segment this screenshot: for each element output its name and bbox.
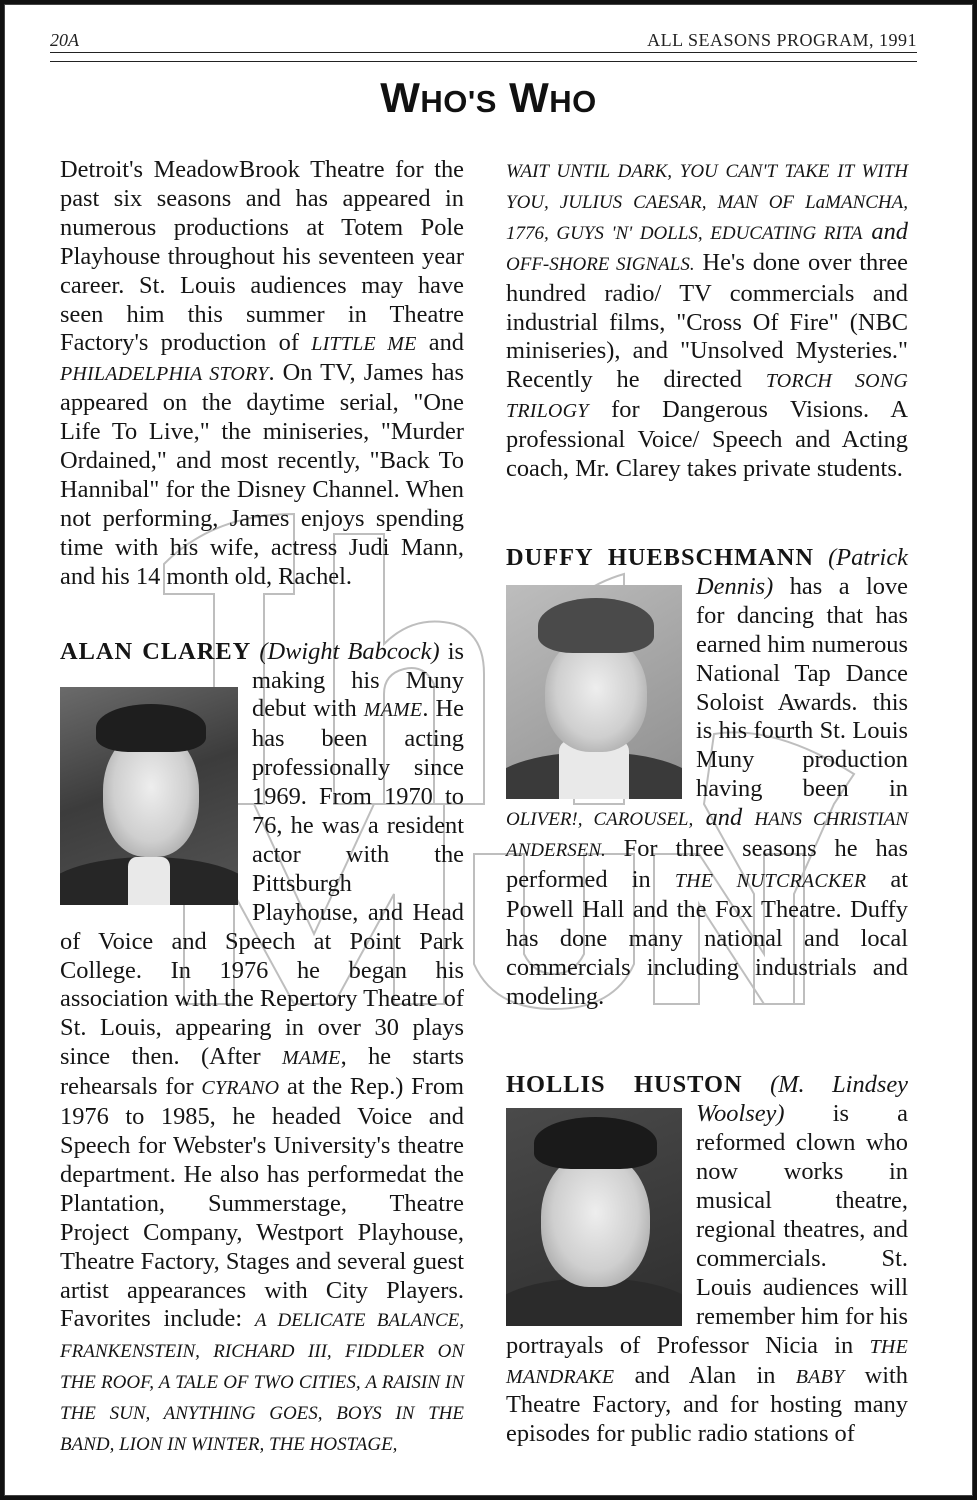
- actor-name: HOLLIS HUSTON: [506, 1071, 743, 1099]
- actor-name: DUFFY HUEBSCHMANN: [506, 543, 814, 571]
- character-role: (Dwight Babcock): [259, 637, 440, 665]
- header-rule-bottom: [50, 61, 917, 62]
- duffy-huebschmann-photo: [506, 585, 682, 799]
- header-rule-top: [50, 52, 917, 53]
- bio-hollis-huston: HOLLIS HUSTON (M. Lindsey Woolsey) is a reformed clown who now works in musical theatre, regional theatres, and commercials. St. Louis audiences will remember him for his portrayals of Professor Nicia in THE MANDRAKE and Alan in BABY with Theatre Factory, and for hosting many episodes for public radio stations of: [506, 1071, 908, 1449]
- character-role: (Patrick Dennis): [696, 543, 908, 600]
- bio-alan-clarey-continued: WAIT UNTIL DARK, YOU CAN'T TAKE IT WITH YOU, JULIUS CAESAR, MAN OF LaMANCHA, 1776, GUYS 'N' DOLLS, EDUCATING RITA and OFF-SHORE SIGNALS. He's done over three hundred radio/ TV commercials and industrial films, "Cross Of Fire" (NBC miniseries), and "Unsolved Mysteries." Recently he directed TORCH SONG TRILOGY for Dangerous Visions. A professional Voice/ Speech and Acting coach, Mr. Clarey takes private students.: [506, 161, 908, 483]
- left-column: [60, 156, 464, 1460]
- hollis-huston-photo: [506, 1108, 682, 1326]
- bio-alan-clarey: ALAN CLAREY (Dwight Babcock) is making his Muny debut with MAME. He has been acting professionally since 1969. From 1970 to 76, he was a resident actor with the Pittsburgh Playhouse, and Head of Voice and Speech at Point Park College. In 1976 he began his association with the Repertory Theatre of St. Louis, appearing in over 30 plays since then. (After MAME, he starts rehearsals for CYRANO at the Rep.) From 1976 to 1985, he headed Voice and Speech for Webster's University's theatre department. He also has performedat the Plantation, Summerstage, Theatre Project Company, Westport Playhouse, Theatre Factory, Stages and several guest artist appearances with City Players. Favorites include: A DELICATE BALANCE, FRANKENSTEIN, RICHARD III, FIDDLER ON THE ROOF, A TALE OF TWO CITIES, A RAISIN IN THE SUN, ANYTHING GOES, BOYS IN THE BAND, LION IN WINTER, THE HOSTAGE,: [60, 638, 464, 1460]
- actor-name: ALAN CLAREY: [60, 637, 252, 665]
- page-number: 20A: [50, 30, 79, 50]
- right-column: [506, 156, 908, 1449]
- publication-title: ALL SEASONS PROGRAM, 1991: [647, 30, 917, 50]
- page-title: WHO'S WHO: [380, 74, 597, 121]
- bio-duffy-huebschmann: DUFFY HUEBSCHMANN (Patrick Dennis) has a love for dancing that has earned him numerous National Tap Dance Soloist Awards. this is his fourth St. Louis Muny production having been in OLIVER!, CAROUSEL, and HANS CHRISTIAN ANDERSEN. For three seasons he has performed in THE NUTCRACKER at Powell Hall and the Fox Theatre. Duffy has done many national and local commercials including industrials and modeling.: [506, 544, 908, 1012]
- alan-clarey-photo: [60, 687, 238, 905]
- bio-continued-james: Detroit's MeadowBrook Theatre for the past six seasons and has appeared in numerous productions at Totem Pole Playhouse throughout his seventeen year career. St. Louis audiences may have seen him this summer in Theatre Factory's production of LITTLE ME and PHILADELPHIA STORY. On TV, James has appeared on the daytime serial, "One Life To Live," the miniseries, "Murder Ordained," and most recently, "Back To Hannibal" for the Disney Channel. When not performing, James enjoys spending time with his wife, actress Judi Mann, and his 14 month old, Rachel.: [60, 156, 464, 590]
- character-role: (M. Lindsey Woolsey): [696, 1071, 908, 1128]
